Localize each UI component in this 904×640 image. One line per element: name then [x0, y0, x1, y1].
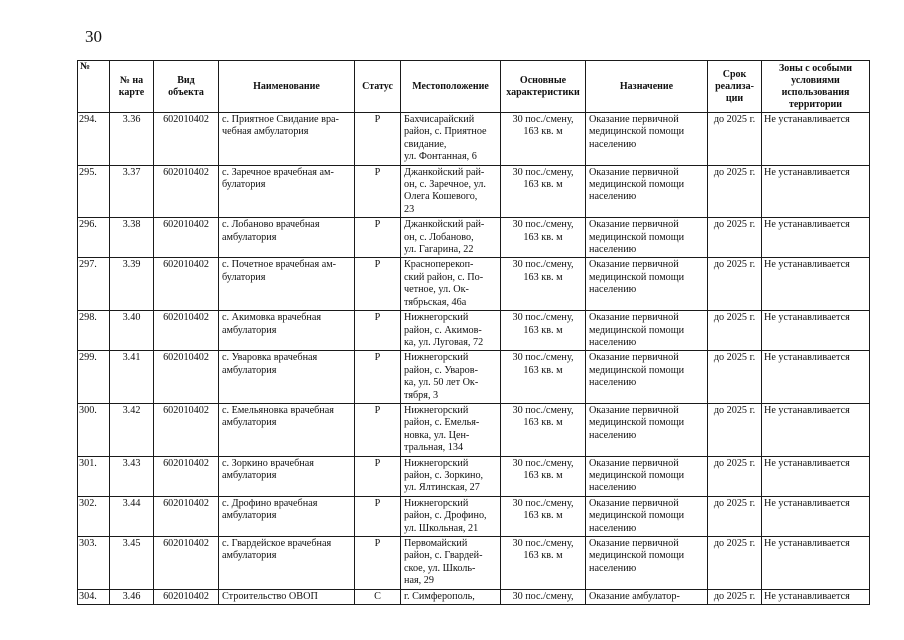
cell-purpose: Оказание первичной медицинской помощи населению — [586, 218, 708, 258]
cell-map-number: 3.36 — [110, 113, 154, 166]
cell-characteristics: 30 пос./смену, 163 кв. м — [501, 113, 586, 166]
table-body — [78, 113, 870, 605]
cell-map-number: 3.46 — [110, 589, 154, 604]
header-term: Срок реализа- ции — [708, 61, 762, 113]
cell-term: до 2025 г. — [708, 496, 762, 536]
table-row — [78, 113, 870, 166]
cell-location: Джанкойский рай- он, с. Заречное, ул. Олега Кошевого, 23 — [401, 165, 501, 218]
table-row — [78, 456, 870, 496]
cell-term: до 2025 г. — [708, 589, 762, 604]
header-name: Наименование — [219, 61, 355, 113]
cell-map-number: 3.40 — [110, 311, 154, 351]
cell-num: 302. — [78, 496, 110, 536]
cell-zones: Не устанавливается — [762, 351, 870, 404]
cell-map-number: 3.41 — [110, 351, 154, 404]
cell-location: Нижнегорский район, с. Зоркино, ул. Ялтинская, 27 — [401, 456, 501, 496]
cell-location: Джанкойский рай- он, с. Лобаново, ул. Гагарина, 22 — [401, 218, 501, 258]
cell-num: 303. — [78, 537, 110, 590]
cell-num: 304. — [78, 589, 110, 604]
cell-purpose: Оказание первичной медицинской помощи населению — [586, 496, 708, 536]
table-row — [78, 218, 870, 258]
cell-term: до 2025 г. — [708, 403, 762, 456]
cell-characteristics: 30 пос./смену, 163 кв. м — [501, 496, 586, 536]
cell-characteristics: 30 пос./смену, 163 кв. м — [501, 403, 586, 456]
cell-object-kind: 602010402 — [154, 113, 219, 166]
cell-characteristics: 30 пос./смену, 163 кв. м — [501, 537, 586, 590]
cell-object-kind: 602010402 — [154, 403, 219, 456]
cell-num: 294. — [78, 113, 110, 166]
cell-status: С — [355, 589, 401, 604]
cell-characteristics: 30 пос./смену, 163 кв. м — [501, 165, 586, 218]
cell-map-number: 3.43 — [110, 456, 154, 496]
cell-location: Первомайский район, с. Гвардей- ское, ул. Школь- ная, 29 — [401, 537, 501, 590]
cell-object-kind: 602010402 — [154, 311, 219, 351]
table-row — [78, 403, 870, 456]
cell-name: с. Дрофино врачебная амбулатория — [219, 496, 355, 536]
header-purpose: Назначение — [586, 61, 708, 113]
table-row — [78, 311, 870, 351]
cell-location: Нижнегорский район, с. Акимов- ка, ул. Луговая, 72 — [401, 311, 501, 351]
cell-object-kind: 602010402 — [154, 351, 219, 404]
objects-table — [77, 60, 870, 605]
cell-status: Р — [355, 403, 401, 456]
header-map-number: № на карте — [110, 61, 154, 113]
table-row — [78, 496, 870, 536]
cell-name: с. Гвардейское врачебная амбулатория — [219, 537, 355, 590]
cell-term: до 2025 г. — [708, 258, 762, 311]
cell-name: с. Почетное врачебная ам- булатория — [219, 258, 355, 311]
cell-term: до 2025 г. — [708, 113, 762, 166]
cell-location: Нижнегорский район, с. Емелья- новка, ул. Цен- тральная, 134 — [401, 403, 501, 456]
table-row — [78, 351, 870, 404]
cell-zones: Не устанавливается — [762, 258, 870, 311]
table-row — [78, 165, 870, 218]
cell-object-kind: 602010402 — [154, 589, 219, 604]
cell-zones: Не устанавливается — [762, 113, 870, 166]
cell-name: с. Приятное Свидание вра- чебная амбулатория — [219, 113, 355, 166]
cell-status: Р — [355, 218, 401, 258]
cell-location: Бахчисарайский район, с. Приятное свидание, ул. Фонтанная, 6 — [401, 113, 501, 166]
cell-term: до 2025 г. — [708, 537, 762, 590]
table-row — [78, 537, 870, 590]
cell-name: с. Заречное врачебная ам- булатория — [219, 165, 355, 218]
cell-num: 296. — [78, 218, 110, 258]
cell-name: с. Акимовка врачебная амбулатория — [219, 311, 355, 351]
cell-object-kind: 602010402 — [154, 496, 219, 536]
cell-purpose: Оказание первичной медицинской помощи населению — [586, 311, 708, 351]
cell-name: с. Зоркино врачебная амбулатория — [219, 456, 355, 496]
header-characteristics: Основные характеристики — [501, 61, 586, 113]
cell-status: Р — [355, 456, 401, 496]
cell-num: 299. — [78, 351, 110, 404]
cell-num: 300. — [78, 403, 110, 456]
cell-name: с. Уваровка врачебная амбулатория — [219, 351, 355, 404]
cell-characteristics: 30 пос./смену, 163 кв. м — [501, 218, 586, 258]
cell-num: 298. — [78, 311, 110, 351]
cell-purpose: Оказание первичной медицинской помощи населению — [586, 258, 708, 311]
table-row — [78, 589, 870, 604]
cell-zones: Не устанавливается — [762, 496, 870, 536]
cell-characteristics: 30 пос./смену, 163 кв. м — [501, 311, 586, 351]
cell-num: 295. — [78, 165, 110, 218]
cell-map-number: 3.42 — [110, 403, 154, 456]
cell-purpose: Оказание первичной медицинской помощи населению — [586, 351, 708, 404]
cell-purpose: Оказание первичной медицинской помощи населению — [586, 403, 708, 456]
cell-location: Нижнегорский район, с. Дрофино, ул. Школьная, 21 — [401, 496, 501, 536]
page-number: 30 — [85, 27, 102, 46]
header-object-kind: Вид объекта — [154, 61, 219, 113]
cell-map-number: 3.45 — [110, 537, 154, 590]
cell-purpose: Оказание первичной медицинской помощи населению — [586, 113, 708, 166]
cell-object-kind: 602010402 — [154, 537, 219, 590]
cell-zones: Не устанавливается — [762, 537, 870, 590]
cell-location: Нижнегорский район, с. Уваров- ка, ул. 50 лет Ок- тября, 3 — [401, 351, 501, 404]
cell-status: Р — [355, 537, 401, 590]
cell-purpose: Оказание первичной медицинской помощи населению — [586, 165, 708, 218]
cell-location: г. Симферополь, — [401, 589, 501, 604]
cell-object-kind: 602010402 — [154, 258, 219, 311]
cell-object-kind: 602010402 — [154, 456, 219, 496]
header-zones: Зоны с особыми условиями использования территории — [762, 61, 870, 113]
cell-status: Р — [355, 351, 401, 404]
cell-map-number: 3.37 — [110, 165, 154, 218]
cell-location: Красноперекоп- ский район, с. По- четное, ул. Ок- тябрьская, 46а — [401, 258, 501, 311]
cell-zones: Не устанавливается — [762, 403, 870, 456]
cell-zones: Не устанавливается — [762, 589, 870, 604]
cell-object-kind: 602010402 — [154, 165, 219, 218]
cell-map-number: 3.38 — [110, 218, 154, 258]
cell-status: Р — [355, 496, 401, 536]
cell-zones: Не устанавливается — [762, 218, 870, 258]
cell-num: 301. — [78, 456, 110, 496]
cell-status: Р — [355, 258, 401, 311]
cell-term: до 2025 г. — [708, 351, 762, 404]
cell-name: Строительство ОВОП — [219, 589, 355, 604]
cell-characteristics: 30 пос./смену, 163 кв. м — [501, 351, 586, 404]
header-location: Местоположение — [401, 61, 501, 113]
cell-purpose: Оказание амбулатор- — [586, 589, 708, 604]
cell-zones: Не устанавливается — [762, 456, 870, 496]
cell-purpose: Оказание первичной медицинской помощи населению — [586, 537, 708, 590]
table-header-row — [78, 61, 870, 113]
cell-status: Р — [355, 311, 401, 351]
header-num: № — [78, 61, 110, 113]
cell-object-kind: 602010402 — [154, 218, 219, 258]
header-status: Статус — [355, 61, 401, 113]
table-row — [78, 258, 870, 311]
cell-name: с. Лобаново врачебная амбулатория — [219, 218, 355, 258]
cell-term: до 2025 г. — [708, 218, 762, 258]
cell-term: до 2025 г. — [708, 165, 762, 218]
cell-status: Р — [355, 113, 401, 166]
cell-purpose: Оказание первичной медицинской помощи населению — [586, 456, 708, 496]
cell-term: до 2025 г. — [708, 456, 762, 496]
cell-characteristics: 30 пос./смену, — [501, 589, 586, 604]
cell-characteristics: 30 пос./смену, 163 кв. м — [501, 258, 586, 311]
cell-name: с. Емельяновка врачебная амбулатория — [219, 403, 355, 456]
cell-status: Р — [355, 165, 401, 218]
cell-num: 297. — [78, 258, 110, 311]
cell-zones: Не устанавливается — [762, 165, 870, 218]
cell-characteristics: 30 пос./смену, 163 кв. м — [501, 456, 586, 496]
cell-map-number: 3.39 — [110, 258, 154, 311]
cell-term: до 2025 г. — [708, 311, 762, 351]
cell-zones: Не устанавливается — [762, 311, 870, 351]
cell-map-number: 3.44 — [110, 496, 154, 536]
